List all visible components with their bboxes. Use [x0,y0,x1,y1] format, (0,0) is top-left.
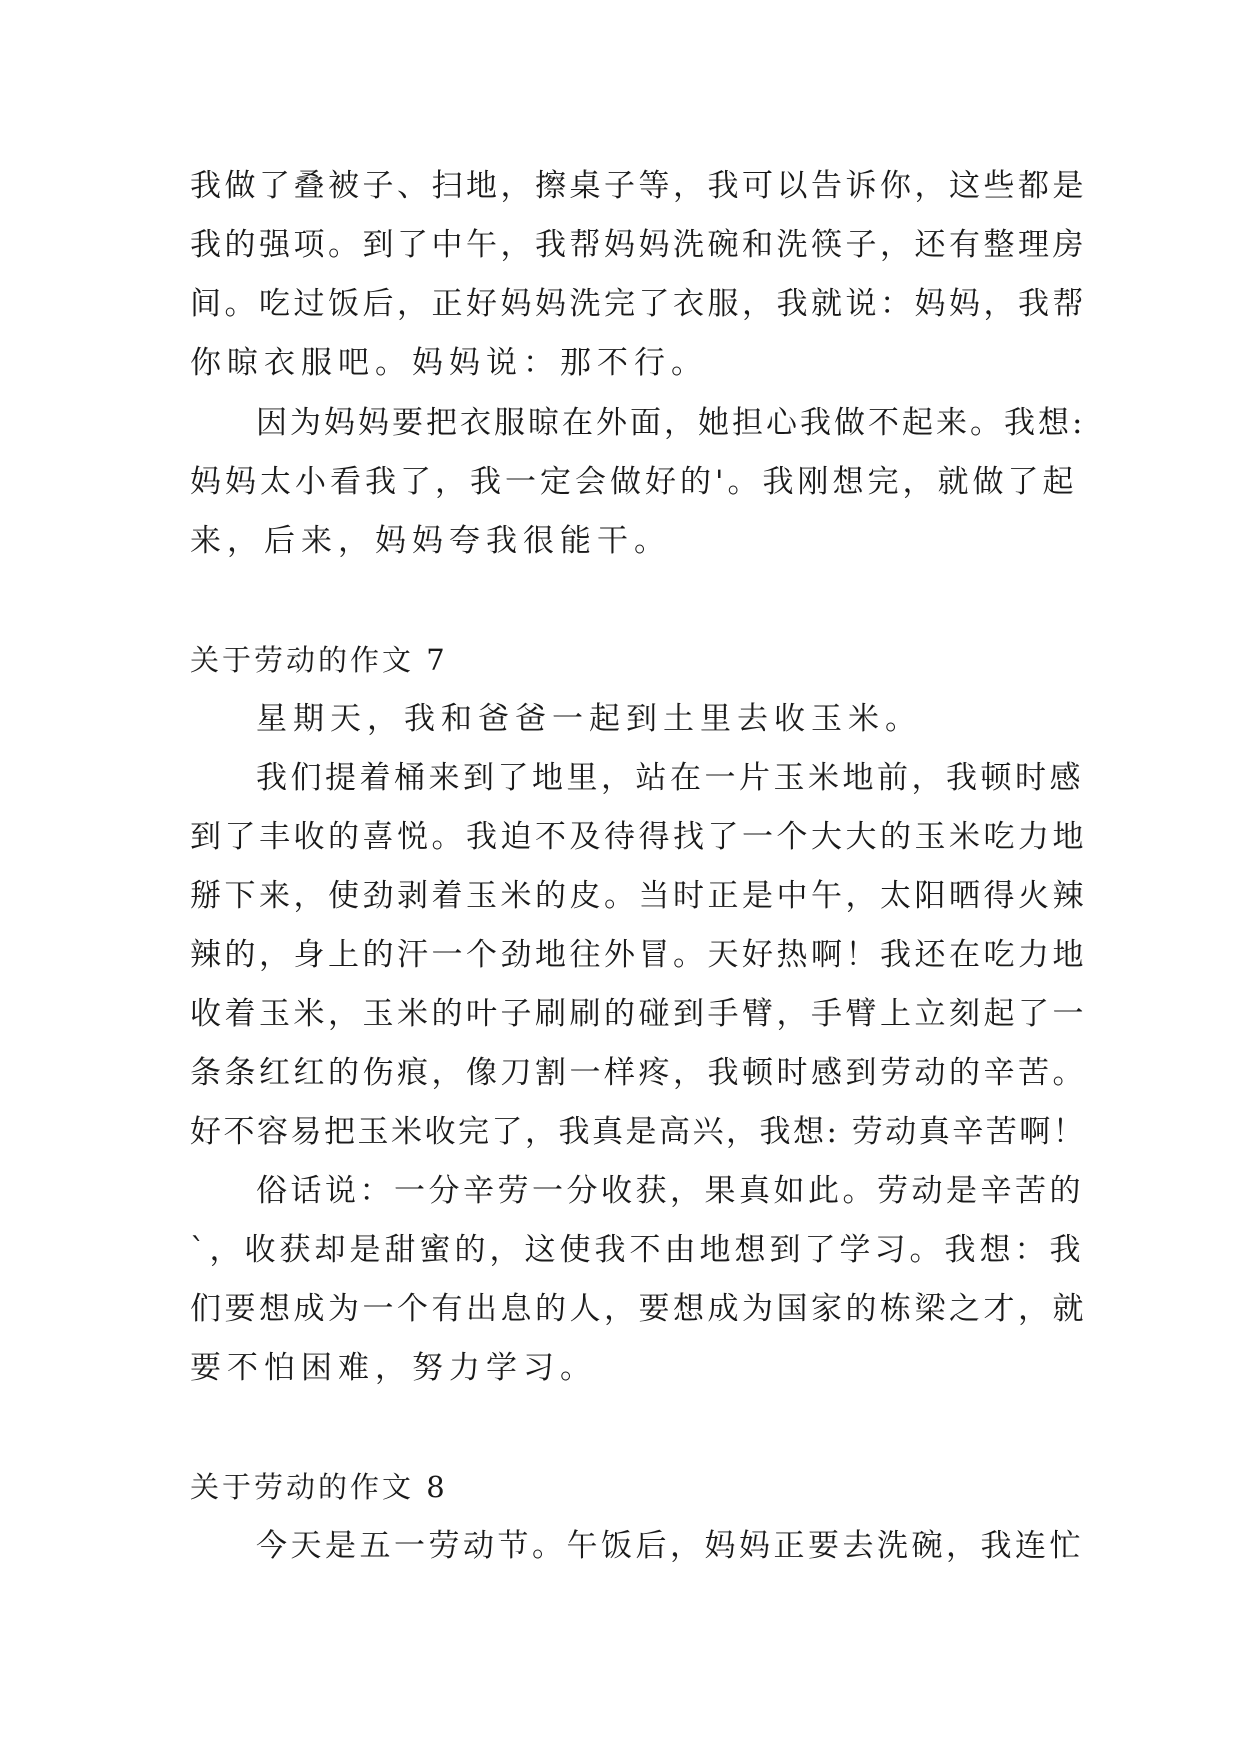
paragraph-line: 条条红红的伤痕，像刀割一样疼，我顿时感到劳动的辛苦。 [190,1055,1087,1091]
paragraph-line: `，收获却是甜蜜的，这使我不由地想到了学习。我想：我 [190,1232,1085,1268]
paragraph-line: 俗话说：一分辛劳一分收获，果真如此。劳动是辛苦的 [256,1173,1084,1209]
paragraph-line: 们要想成为一个有出息的人，要想成为国家的栋梁之才，就 [190,1291,1087,1327]
paragraph-line: 好不容易把玉米收完了，我真是高兴，我想: 劳动真辛苦啊！ [190,1114,1087,1150]
paragraph-line: 收着玉米，玉米的叶子刷刷的碰到手臂，手臂上立刻起了一 [190,996,1087,1032]
paragraph-line: 星期天，我和爸爸一起到土里去收玉米。 [256,701,922,737]
paragraph-line: 我做了叠被子、扫地，擦桌子等，我可以告诉你，这些都是 [190,168,1087,204]
paragraph-line: 我的强项。到了中午，我帮妈妈洗碗和洗筷子，还有整理房 [190,227,1087,263]
paragraph-line: 你晾衣服吧。妈妈说：那不行。 [190,345,708,381]
paragraph-line: 我们提着桶来到了地里，站在一片玉米地前，我顿时感 [256,760,1084,796]
paragraph-line: 今天是五一劳动节。午饭后，妈妈正要去洗碗，我连忙 [256,1528,1084,1564]
paragraph-line: 妈妈太小看我了，我一定会做好的'。我刚想完，就做了起 [190,464,1078,500]
paragraph-line: 要不怕困难，努力学习。 [190,1350,597,1386]
paragraph-line: 到了丰收的喜悦。我迫不及待得找了一个大大的玉米吃力地 [190,819,1087,855]
paragraph-line: 间。吃过饭后，正好妈妈洗完了衣服，我就说：妈妈，我帮 [190,286,1087,322]
paragraph-line: 掰下来，使劲剥着玉米的皮。当时正是中午，太阳晒得火辣 [190,878,1087,914]
paragraph-line: 来，后来，妈妈夸我很能干。 [190,523,671,559]
section-title: 关于劳动的作文 7 [190,643,448,677]
paragraph-line: 辣的，身上的汗一个劲地往外冒。天好热啊！我还在吃力地 [190,937,1087,973]
paragraph-line: 因为妈妈要把衣服晾在外面，她担心我做不起来。我想: [256,405,1086,441]
section-title: 关于劳动的作文 8 [190,1470,448,1504]
